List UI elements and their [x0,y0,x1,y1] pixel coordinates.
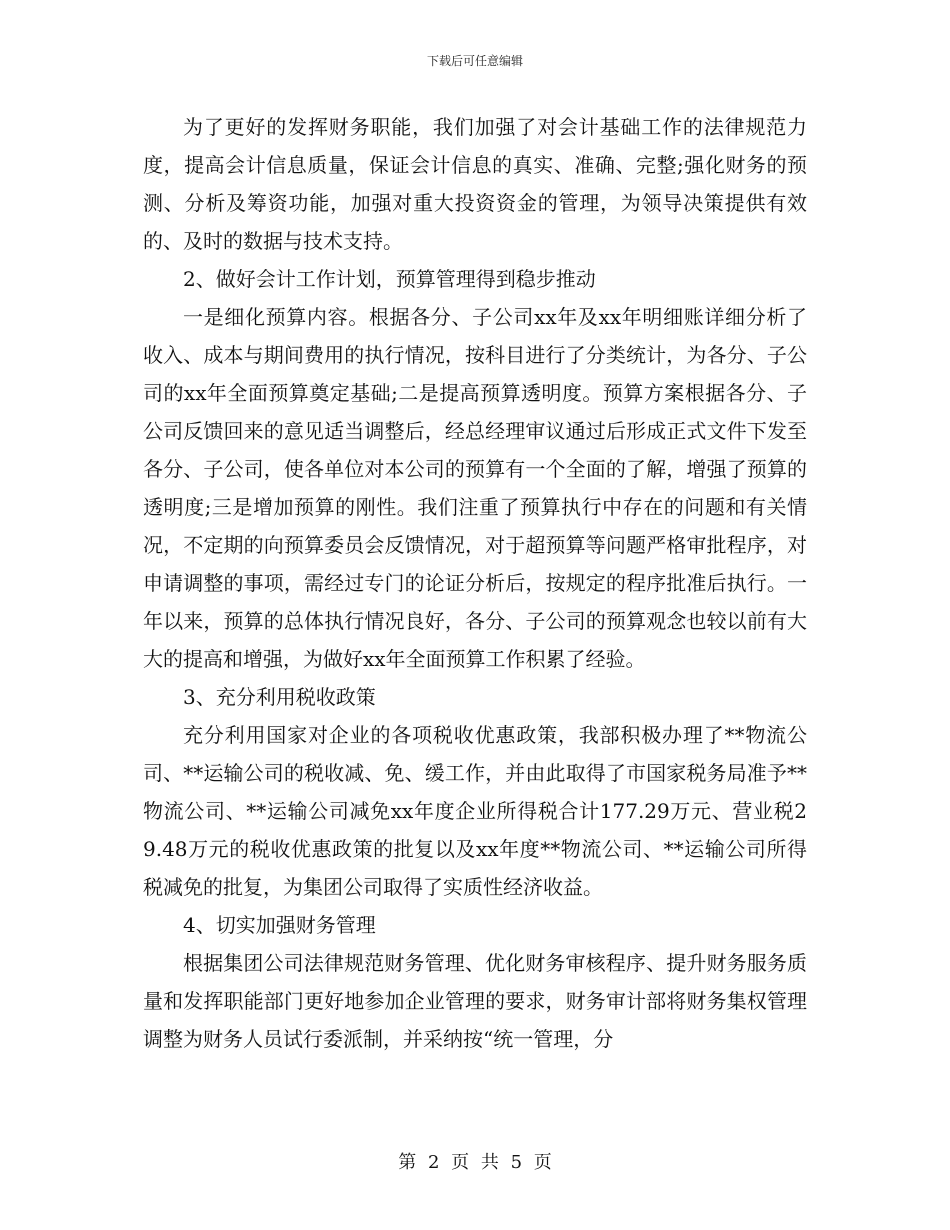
section-heading-budget: 2、做好会计工作计划，预算管理得到稳步推动 [183,267,596,291]
document-body [143,108,807,1058]
section-heading-finance: 4、切实加强财务管理 [183,913,376,937]
section-heading-tax: 3、充分利用税收政策 [183,685,376,709]
paragraph-finance-management: 根据集团公司法律规范财务管理、优化财务审核程序、提升财务服务质量和发挥职能部门更好地参加企业管理的要求，财务审计部将财务集权管理调整为财务人员试行委派制，并采纳按“统一管理，分 [143,951,807,1051]
paragraph-tax-policy: 充分利用国家对企业的各项税收优惠政策，我部积极办理了**物流公司、**运输公司的税收减、免、缓工作，并由此取得了市国家税务局准予**物流公司、**运输公司减免xx年度企业所得税合计177.29万元、营业税29.48万元的税收优惠政策的批复以及xx年度**物流公司、**运输公司所得税减免的批复，为集团公司取得了实质性经济收益。 [143,723,807,899]
page-footer: 第 2 页 共 5 页 [398,1152,552,1173]
paragraph-accounting-basics: 为了更好的发挥财务职能，我们加强了对会计基础工作的法律规范力度，提高会计信息质量，保证会计信息的真实、准确、完整;强化财务的预测、分析及筹资功能，加强对重大投资资金的管理，为领导决策提供有效的、及时的数据与技术支持。 [143,115,807,253]
paragraph-budget-management: 一是细化预算内容。根据各分、子公司xx年及xx年明细账详细分析了收入、成本与期间费用的执行情况，按科目进行了分类统计，为各分、子公司的xx年全面预算奠定基础;二是提高预算透明度。预算方案根据各分、子公司反馈回来的意见适当调整后，经总经理审议通过后形成正式文件下发至各分、子公司，使各单位对本公司的预算有一个全面的了解，增强了预算的透明度;三是增加预算的刚性。我们注重了预算执行中存在的问题和有关情况，不定期的向预算委员会反馈情况，对于超预算等问题严格审批程序，对申请调整的事项，需经过专门的论证分析后，按规定的程序批准后执行。一年以来，预算的总体执行情况良好，各分、子公司的预算观念也较以前有大大的提高和增强，为做好xx年全面预算工作积累了经验。 [143,305,807,671]
header-note: 下载后可任意编辑 [426,54,523,68]
